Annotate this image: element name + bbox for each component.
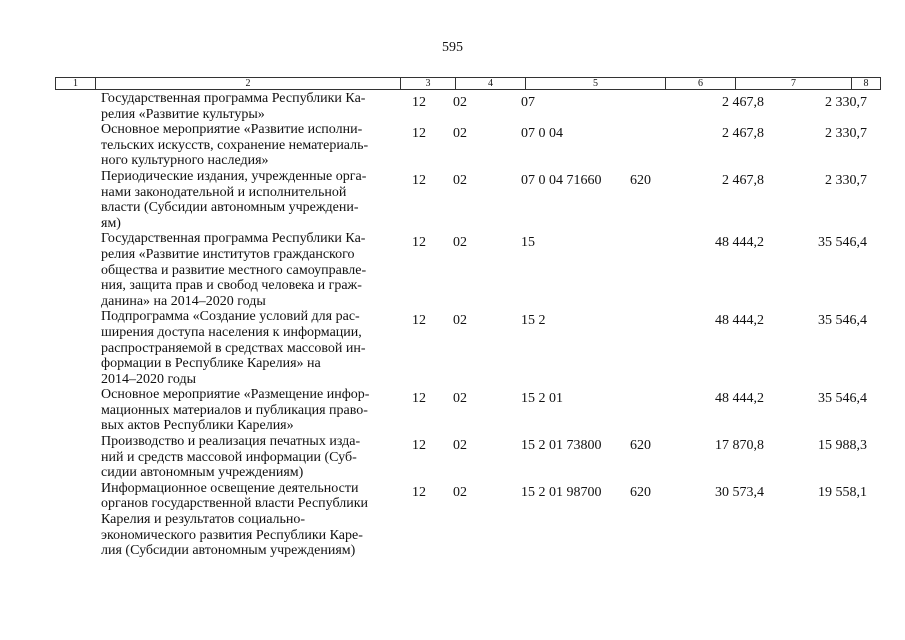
amount-planned: 2 467,8 [722,95,764,110]
subsection-code: 02 [453,172,467,188]
table-row [0,434,905,481]
amount-executed: 35 546,4 [818,391,867,407]
column-header-4: 4 [456,78,526,89]
column-number-header [55,77,881,90]
target-article-code: 07 0 04 71660 [521,172,602,188]
row-name: Основное мероприятие «Развитие исполни- тельских искусств, сохранение нематериаль- ного культурного наследия» [101,122,369,169]
amount-planned: 17 870,8 [715,438,764,454]
section-code: 12 [412,95,426,110]
row-name: Государственная программа Республики Ка- релия «Развитие институтов гражданского общества и развитие местного самоуправле- ния, защита прав и свобод человека и граж- данина» на 2014–2020 годы [101,231,367,309]
section-code: 12 [412,484,426,500]
section-code: 12 [412,235,426,251]
amount-executed: 35 546,4 [818,235,867,251]
section-code: 12 [412,126,426,142]
table-row [0,169,905,231]
amount-planned: 48 444,2 [715,313,764,329]
subsection-code: 02 [453,438,467,454]
expense-type-code: 620 [630,484,651,500]
table-row [0,481,905,559]
target-article-code: 15 2 [521,313,546,329]
subsection-code: 02 [453,391,467,407]
page-number: 595 [442,40,463,55]
expense-type-code: 620 [630,172,651,188]
amount-executed: 2 330,7 [825,95,867,110]
amount-planned: 48 444,2 [715,391,764,407]
column-header-7: 7 [736,78,852,89]
section-code: 12 [412,313,426,329]
column-header-1: 1 [56,78,96,89]
expense-type-code: 620 [630,438,651,454]
amount-executed: 15 988,3 [818,438,867,454]
section-code: 12 [412,438,426,454]
subsection-code: 02 [453,313,467,329]
table-row [0,122,905,169]
amount-planned: 30 573,4 [715,484,764,500]
column-header-8: 8 [863,78,869,89]
column-header-6: 6 [666,78,736,89]
table-row [0,91,905,122]
amount-executed: 35 546,4 [818,313,867,329]
amount-planned: 2 467,8 [722,126,764,142]
table-row [0,309,905,387]
subsection-code: 02 [453,126,467,142]
row-name: Государственная программа Республики Ка- релия «Развитие культуры» [101,91,366,122]
section-code: 12 [412,391,426,407]
subsection-code: 02 [453,484,467,500]
target-article-code: 15 [521,235,535,251]
row-name: Подпрограмма «Создание условий для рас- ширения доступа населения к информации, распространяемой в средствах массовой ин- формации в Республике Карелия» на 2014–2020 годы [101,309,366,387]
amount-executed: 2 330,7 [825,126,867,142]
target-article-code: 15 2 01 73800 [521,438,602,454]
column-header-5: 5 [526,78,666,89]
target-article-code: 07 [521,95,535,110]
target-article-code: 07 0 04 [521,126,563,142]
amount-planned: 48 444,2 [715,235,764,251]
target-article-code: 15 2 01 98700 [521,484,602,500]
column-header-3: 3 [401,78,456,89]
column-header-2: 2 [96,78,401,89]
amount-executed: 2 330,7 [825,172,867,188]
row-name: Периодические издания, учрежденные орга- нами законодательной и исполнительной власти (Субсидии автономным учреждени- ям) [101,168,367,231]
amount-executed: 19 558,1 [818,484,867,500]
amount-planned: 2 467,8 [722,172,764,188]
table-row [0,387,905,434]
subsection-code: 02 [453,95,467,110]
subsection-code: 02 [453,235,467,251]
section-code: 12 [412,172,426,188]
budget-table-body [0,91,905,559]
table-row [0,231,905,309]
row-name: Основное мероприятие «Размещение инфор- мационных материалов и публикация право- вых актов Республики Карелия» [101,387,370,434]
target-article-code: 15 2 01 [521,391,563,407]
row-name: Информационное освещение деятельности органов государственной власти Республики Карелия и результатов социально- экономического развития Республики Каре- лия (Субсидии автономным учреждениям) [101,480,369,559]
row-name: Производство и реализация печатных изда- ний и средств массовой информации (Суб- сидии автономным учреждениям) [101,434,361,481]
